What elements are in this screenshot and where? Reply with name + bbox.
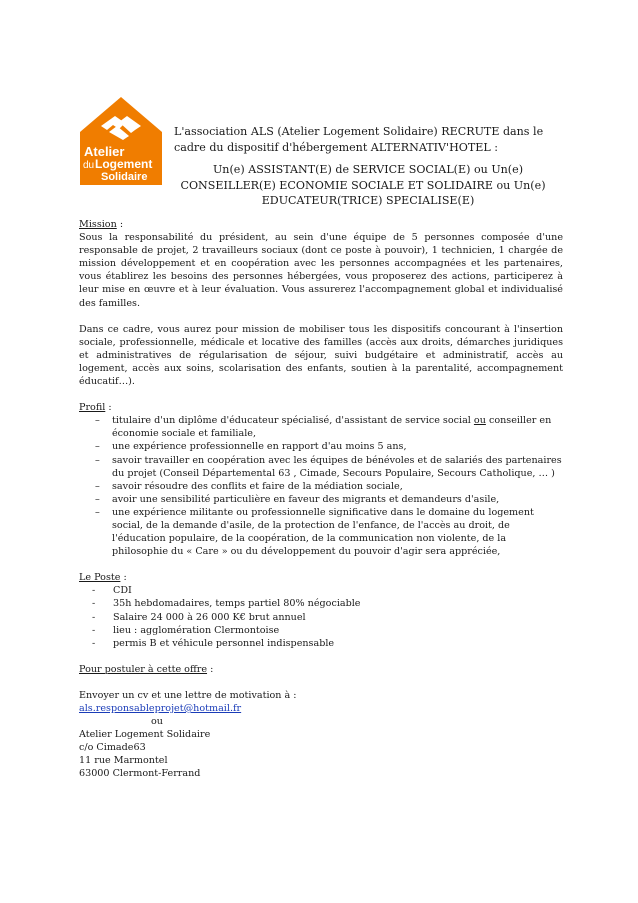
postuler-instructions: Envoyer un cv et une lettre de motivation à : <box>79 689 297 701</box>
list-item: - permis B et véhicule personnel indispensable <box>79 637 563 650</box>
list-item: - Salaire 24 000 à 26 000 K€ brut annuel <box>79 611 563 624</box>
or-text: ou <box>151 716 163 728</box>
list-item: – savoir résoudre des conflits et faire de la médiation sociale, <box>79 480 563 493</box>
postuler-heading: Pour postuler à cette offre : <box>79 663 214 675</box>
header-intro: L'association ALS (Atelier Logement Solidaire) RECRUTE dans le cadre du dispositif d'hébergement ALTERNATIV'HOTEL : <box>174 125 544 154</box>
address-line-1: Atelier Logement Solidaire <box>79 729 211 741</box>
list-item: – une expérience professionnelle en rapport d'au moins 5 ans, <box>79 440 563 453</box>
mission-paragraph-2: Dans ce cadre, vous aurez pour mission de mobiliser tous les dispositifs concourant à l'insertion sociale, professionnelle, médicale et locative des familles (accès aux droits, démarches juridiques et administratives de régularisation de séjour, suivi budgétaire et administratif, accès au logement, accès aux soins, scolarisation des enfants, soutien à la parentalité, accompagnement éducatif…). <box>79 323 563 388</box>
als-logo <box>79 96 163 186</box>
profil-heading: Profil : <box>79 402 112 414</box>
address-line-3: 11 rue Marmontel <box>79 755 168 767</box>
list-item: - 35h hebdomadaires, temps partiel 80% négociable <box>79 597 563 610</box>
mission-paragraph-1: Sous la responsabilité du président, au sein d'une équipe de 5 personnes composée d'une responsable de projet, 2 travailleurs sociaux (dont ce poste à pouvoir), 1 technicien, 1 chargée de mission développement et en coopération avec les personnes accompagnées et les partenaires, vous établirez les besoins des personnes hébergées, vous proposerez des actions, participerez à leur mise en œuvre et à leur évaluation. Vous assurerez l'accompagnement global et individualisé des familles. <box>79 232 563 309</box>
address-line-4: 63000 Clermont-Ferrand <box>79 768 201 780</box>
list-item: - CDI <box>79 584 563 597</box>
email-link[interactable]: als.responsableprojet@hotmail.fr <box>79 703 242 714</box>
logo-line2-du: du <box>83 160 95 171</box>
address-line-2: c/o Cimade63 <box>79 742 146 754</box>
list-item: – titulaire d'un diplôme d'éducateur spécialisé, d'assistant de service social ou conseiller en économie sociale et familiale, <box>79 414 563 440</box>
job-header <box>168 124 568 209</box>
list-item: – avoir une sensibilité particulière en faveur des migrants et demandeurs d'asile, <box>79 493 563 506</box>
list-item: – savoir travailler en coopération avec les équipes de bénévoles et de salariés des partenaires du projet (Conseil Départemental 63 , Cimade, Secours Populaire, Secours Catholique, … ) <box>79 454 563 480</box>
logo-line3: Solidaire <box>101 171 148 183</box>
list-item: - lieu : agglomération Clermontoise <box>79 624 563 637</box>
poste-heading: Le Poste : <box>79 572 127 584</box>
job-description <box>79 218 563 781</box>
logo-line1: Atelier <box>84 144 125 159</box>
profil-list <box>79 414 563 558</box>
header-job-titles: Un(e) ASSISTANT(E) de SERVICE SOCIAL(E) ou Un(e) CONSEILLER(E) ECONOMIE SOCIALE ET SOLIDAIRE ou Un(e) EDUCATEUR(TRICE) SPECIALISE(E) <box>180 163 546 207</box>
poste-list <box>79 584 563 649</box>
list-item: – une expérience militante ou professionnelle significative dans le domaine du logement social, de la demande d'asile, de la protection de l'enfance, de l'accès au droit, de l'éducation populaire, de la coopération, de la communication non violente, de la philosophie du « Care » ou du développement du pouvoir d'agir sera appréciée, <box>79 506 563 558</box>
mission-heading: Mission : <box>79 219 124 230</box>
logo-line2-logement: Logement <box>95 157 153 171</box>
